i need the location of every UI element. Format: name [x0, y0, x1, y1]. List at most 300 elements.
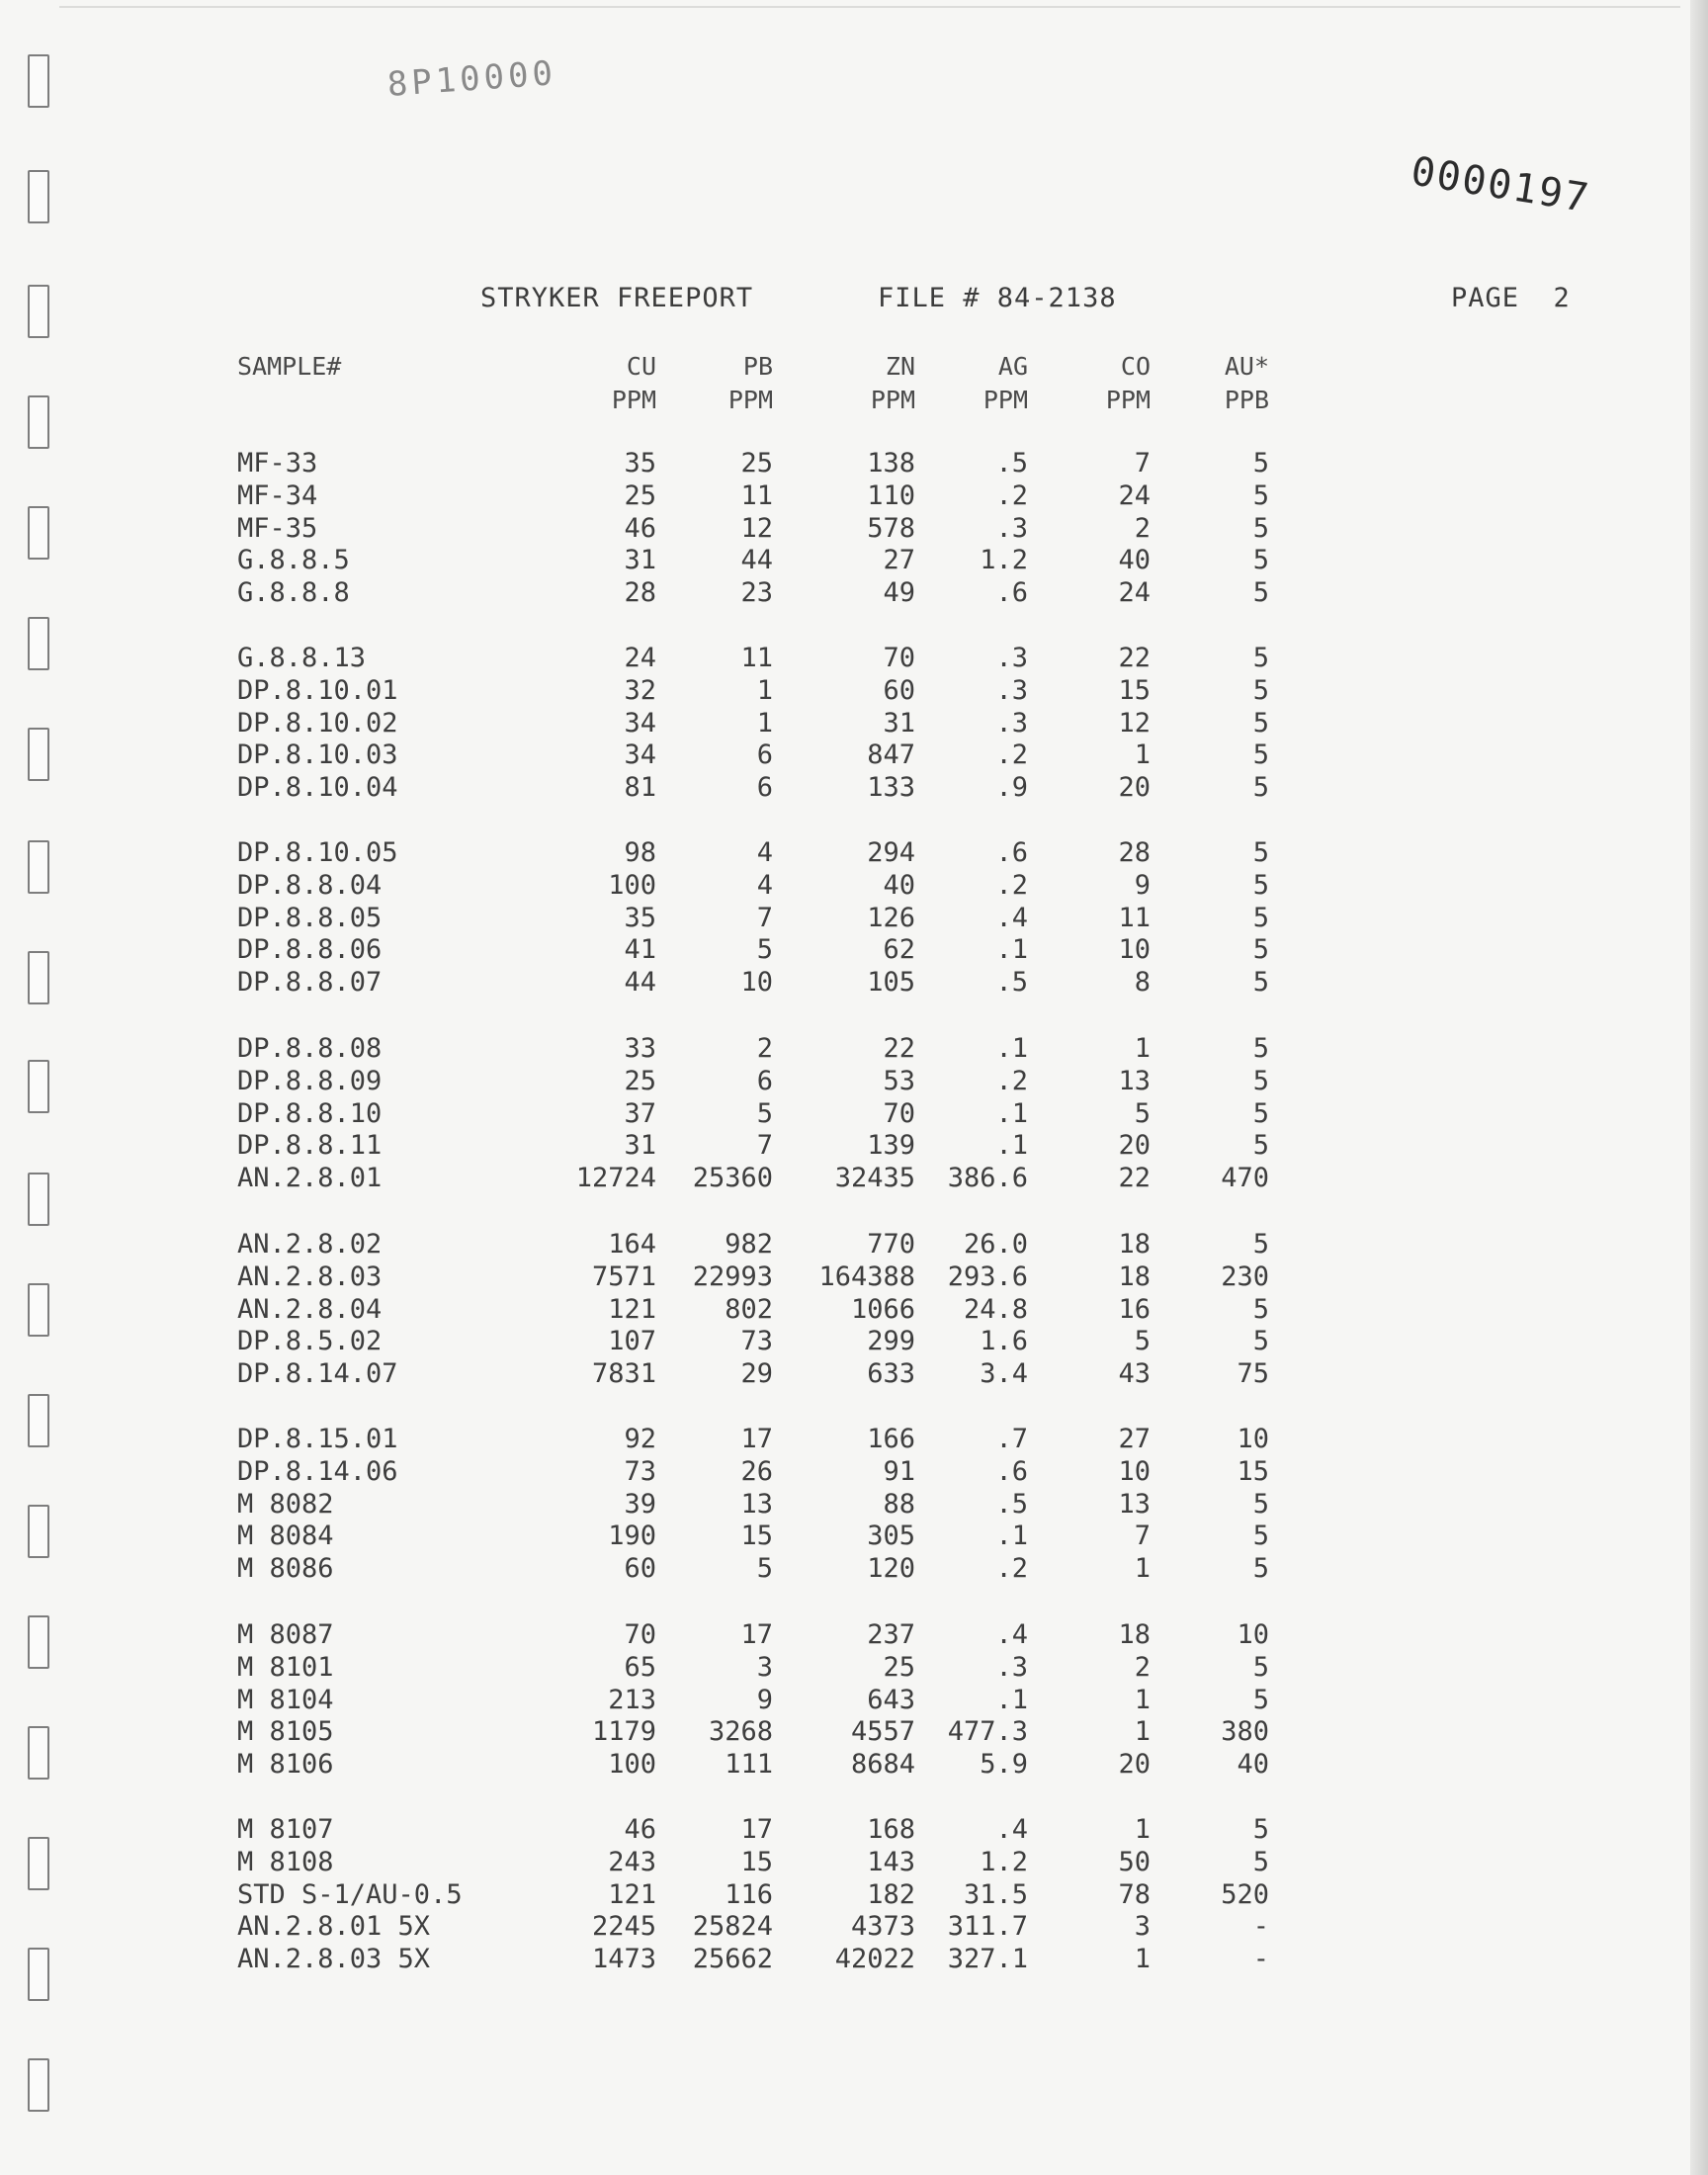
- cell-zn: 120: [867, 1553, 915, 1585]
- cell-au: 520: [1221, 1878, 1269, 1910]
- cell-au: 5: [1252, 1521, 1269, 1552]
- cell-zn: 40: [883, 869, 915, 901]
- cell-au: 40: [1237, 1749, 1269, 1781]
- cell-zn: 110: [867, 479, 915, 511]
- cell-pb: 15: [740, 1521, 773, 1552]
- cell-cu: 31: [624, 545, 656, 576]
- cell-pb: 5: [756, 1553, 773, 1585]
- sample-id: M 8107: [237, 1814, 334, 1845]
- sample-id: DP.8.10.02: [237, 707, 398, 739]
- binder-hole: [28, 506, 49, 560]
- cell-ag: 327.1: [947, 1944, 1028, 1975]
- cell-zn: 847: [867, 740, 915, 771]
- cell-au: 5: [1252, 674, 1269, 706]
- cell-co: 18: [1118, 1619, 1151, 1650]
- column-unit: PPB: [1224, 386, 1269, 414]
- cell-co: 27: [1118, 1424, 1151, 1454]
- cell-ag: .1: [995, 1130, 1028, 1162]
- binder-holes: [28, 0, 67, 2175]
- cell-co: 5: [1134, 1326, 1151, 1357]
- sample-id: DP.8.10.01: [237, 674, 398, 706]
- cell-pb: 12: [740, 512, 773, 544]
- cell-zn: 4373: [850, 1911, 915, 1943]
- cell-au: 5: [1252, 772, 1269, 804]
- cell-co: 1: [1134, 1716, 1151, 1748]
- sample-id: AN.2.8.03: [237, 1261, 383, 1292]
- cell-pb: 3: [756, 1651, 773, 1683]
- cell-cu: 92: [624, 1424, 656, 1454]
- cell-co: 15: [1118, 674, 1151, 706]
- cell-zn: 133: [867, 772, 915, 804]
- cell-pb: 6: [756, 1065, 773, 1096]
- cell-pb: 44: [740, 545, 773, 576]
- cell-co: 20: [1118, 772, 1151, 804]
- column-header-cu: CU: [626, 352, 656, 381]
- cell-ag: 1.6: [980, 1326, 1028, 1357]
- sample-id: AN.2.8.03 5X: [237, 1944, 431, 1975]
- cell-zn: 143: [867, 1846, 915, 1877]
- cell-ag: .4: [995, 902, 1028, 933]
- cell-pb: 26: [740, 1455, 773, 1487]
- cell-au: 5: [1252, 967, 1269, 999]
- column-unit: PPM: [727, 386, 773, 414]
- binder-hole: [28, 2058, 49, 2112]
- cell-zn: 294: [867, 837, 915, 868]
- cell-pb: 6: [756, 772, 773, 804]
- cell-cu: 41: [624, 934, 656, 966]
- cell-co: 1: [1134, 1814, 1151, 1845]
- sample-id: MF-33: [237, 448, 318, 478]
- cell-zn: 70: [883, 1097, 915, 1129]
- cell-cu: 60: [624, 1553, 656, 1585]
- cell-cu: 243: [608, 1846, 656, 1877]
- cell-co: 2: [1134, 1651, 1151, 1683]
- cell-cu: 1473: [591, 1944, 656, 1975]
- cell-cu: 24: [624, 643, 656, 673]
- sample-id: MF-34: [237, 479, 318, 511]
- cell-co: 18: [1118, 1261, 1151, 1292]
- sample-id: M 8108: [237, 1846, 334, 1877]
- cell-au: 15: [1237, 1455, 1269, 1487]
- cell-pb: 25360: [692, 1163, 773, 1194]
- cell-pb: 11: [740, 643, 773, 673]
- cell-ag: .2: [995, 1065, 1028, 1096]
- sample-id: DP.8.8.09: [237, 1065, 383, 1096]
- cell-co: 12: [1118, 707, 1151, 739]
- cell-co: 24: [1118, 479, 1151, 511]
- cell-zn: 8684: [850, 1749, 915, 1781]
- cell-cu: 213: [608, 1684, 656, 1715]
- cell-au: 5: [1252, 1488, 1269, 1520]
- cell-cu: 44: [624, 967, 656, 999]
- cell-au: 5: [1252, 512, 1269, 544]
- cell-ag: .2: [995, 1553, 1028, 1585]
- cell-ag: 24.8: [963, 1293, 1028, 1325]
- cell-cu: 7571: [591, 1261, 656, 1292]
- cell-cu: 35: [624, 448, 656, 478]
- cell-cu: 39: [624, 1488, 656, 1520]
- cell-ag: 3.4: [980, 1358, 1028, 1390]
- cell-ag: 477.3: [947, 1716, 1028, 1748]
- cell-zn: 643: [867, 1684, 915, 1715]
- cell-cu: 98: [624, 837, 656, 868]
- sample-id: M 8105: [237, 1716, 334, 1748]
- cell-pb: 13: [740, 1488, 773, 1520]
- cell-pb: 17: [740, 1814, 773, 1845]
- cell-zn: 53: [883, 1065, 915, 1096]
- cell-cu: 25: [624, 479, 656, 511]
- binder-hole: [28, 170, 49, 223]
- cell-ag: 1.2: [980, 545, 1028, 576]
- cell-cu: 100: [608, 1749, 656, 1781]
- sample-id: DP.8.8.04: [237, 869, 383, 901]
- cell-ag: .2: [995, 869, 1028, 901]
- scan-edge-line: [59, 6, 1680, 8]
- cell-cu: 46: [624, 1814, 656, 1845]
- cell-ag: .3: [995, 512, 1028, 544]
- sample-id: DP.8.14.06: [237, 1455, 398, 1487]
- cell-co: 7: [1134, 448, 1151, 478]
- cell-cu: 107: [608, 1326, 656, 1357]
- cell-ag: 26.0: [963, 1229, 1028, 1260]
- binder-hole: [28, 840, 49, 894]
- cell-cu: 33: [624, 1033, 656, 1064]
- cell-zn: 182: [867, 1878, 915, 1910]
- column-unit: PPM: [870, 386, 915, 414]
- cell-ag: .1: [995, 1097, 1028, 1129]
- cell-pb: 116: [725, 1878, 773, 1910]
- binder-hole: [28, 1615, 49, 1669]
- cell-co: 11: [1118, 902, 1151, 933]
- cell-co: 78: [1118, 1878, 1151, 1910]
- cell-cu: 73: [624, 1455, 656, 1487]
- cell-ag: .2: [995, 740, 1028, 771]
- cell-ag: .3: [995, 1651, 1028, 1683]
- cell-co: 13: [1118, 1065, 1151, 1096]
- cell-au: 5: [1252, 545, 1269, 576]
- sample-id: DP.8.8.05: [237, 902, 383, 933]
- cell-zn: 91: [883, 1455, 915, 1487]
- sample-id: DP.8.8.08: [237, 1033, 383, 1064]
- column-unit: PPM: [1105, 386, 1151, 414]
- cell-au: 5: [1252, 934, 1269, 966]
- cell-zn: 42022: [834, 1944, 915, 1975]
- column-header-co: CO: [1120, 352, 1151, 381]
- cell-pb: 29: [740, 1358, 773, 1390]
- cell-pb: 4: [756, 869, 773, 901]
- cell-ag: .1: [995, 934, 1028, 966]
- cell-zn: 70: [883, 643, 915, 673]
- cell-pb: 6: [756, 740, 773, 771]
- cell-co: 3: [1134, 1911, 1151, 1943]
- cell-au: 5: [1252, 1326, 1269, 1357]
- cell-pb: 802: [725, 1293, 773, 1325]
- cell-pb: 1: [756, 707, 773, 739]
- cell-ag: .5: [995, 448, 1028, 478]
- cell-co: 5: [1134, 1097, 1151, 1129]
- cell-au: 5: [1252, 1684, 1269, 1715]
- cell-zn: 305: [867, 1521, 915, 1552]
- sample-id: AN.2.8.02: [237, 1229, 383, 1260]
- sample-id: M 8104: [237, 1684, 334, 1715]
- cell-pb: 2: [756, 1033, 773, 1064]
- cell-ag: .6: [995, 837, 1028, 868]
- cell-au: -: [1252, 1911, 1269, 1943]
- cell-pb: 11: [740, 479, 773, 511]
- cell-co: 50: [1118, 1846, 1151, 1877]
- cell-cu: 65: [624, 1651, 656, 1683]
- cell-co: 20: [1118, 1130, 1151, 1162]
- cell-ag: 1.2: [980, 1846, 1028, 1877]
- sample-id: AN.2.8.01: [237, 1163, 383, 1194]
- cell-au: 5: [1252, 1065, 1269, 1096]
- stamp-top-left: 8P10000: [385, 53, 558, 105]
- cell-zn: 139: [867, 1130, 915, 1162]
- cell-ag: 5.9: [980, 1749, 1028, 1781]
- cell-zn: 4557: [850, 1716, 915, 1748]
- cell-pb: 25: [740, 448, 773, 478]
- cell-cu: 25: [624, 1065, 656, 1096]
- cell-zn: 88: [883, 1488, 915, 1520]
- cell-au: 10: [1237, 1619, 1269, 1650]
- column-unit: PPM: [611, 386, 656, 414]
- sample-id: STD S-1/AU-0.5: [237, 1878, 463, 1910]
- cell-au: 5: [1252, 1033, 1269, 1064]
- sample-id: MF-35: [237, 512, 318, 544]
- cell-zn: 138: [867, 448, 915, 478]
- cell-ag: .6: [995, 577, 1028, 609]
- cell-co: 2: [1134, 512, 1151, 544]
- binder-hole: [28, 1283, 49, 1337]
- cell-cu: 35: [624, 902, 656, 933]
- cell-cu: 31: [624, 1130, 656, 1162]
- cell-zn: 578: [867, 512, 915, 544]
- cell-zn: 49: [883, 577, 915, 609]
- cell-au: 5: [1252, 740, 1269, 771]
- cell-zn: 60: [883, 674, 915, 706]
- cell-pb: 17: [740, 1424, 773, 1454]
- cell-co: 22: [1118, 1163, 1151, 1194]
- page-edge-shadow: [1690, 0, 1708, 2175]
- cell-au: 470: [1221, 1163, 1269, 1194]
- cell-zn: 168: [867, 1814, 915, 1845]
- cell-pb: 73: [740, 1326, 773, 1357]
- cell-cu: 7831: [591, 1358, 656, 1390]
- sample-id: DP.8.15.01: [237, 1424, 398, 1454]
- cell-pb: 111: [725, 1749, 773, 1781]
- cell-au: 380: [1221, 1716, 1269, 1748]
- cell-ag: .5: [995, 1488, 1028, 1520]
- cell-cu: 2245: [591, 1911, 656, 1943]
- binder-hole: [28, 728, 49, 781]
- cell-au: 230: [1221, 1261, 1269, 1292]
- cell-ag: .5: [995, 967, 1028, 999]
- column-header-sample: SAMPLE#: [237, 352, 342, 381]
- cell-au: 5: [1252, 707, 1269, 739]
- column-header-ag: AG: [997, 352, 1028, 381]
- cell-au: 5: [1252, 479, 1269, 511]
- file-number: FILE # 84-2138: [878, 283, 1117, 313]
- cell-pb: 22993: [692, 1261, 773, 1292]
- cell-cu: 121: [608, 1293, 656, 1325]
- cell-pb: 5: [756, 934, 773, 966]
- binder-hole: [28, 1948, 49, 2001]
- cell-au: 5: [1252, 1814, 1269, 1845]
- sample-id: DP.8.5.02: [237, 1326, 383, 1357]
- cell-ag: 31.5: [963, 1878, 1028, 1910]
- sample-id: M 8086: [237, 1553, 334, 1585]
- binder-hole: [28, 1726, 49, 1780]
- cell-cu: 34: [624, 707, 656, 739]
- cell-au: 75: [1237, 1358, 1269, 1390]
- cell-cu: 164: [608, 1229, 656, 1260]
- binder-hole: [28, 1394, 49, 1447]
- sample-id: M 8082: [237, 1488, 334, 1520]
- cell-au: 5: [1252, 1846, 1269, 1877]
- cell-ag: .1: [995, 1033, 1028, 1064]
- sample-id: DP.8.8.06: [237, 934, 383, 966]
- cell-au: 10: [1237, 1424, 1269, 1454]
- cell-zn: 27: [883, 545, 915, 576]
- sample-id: DP.8.8.11: [237, 1130, 383, 1162]
- sample-id: M 8084: [237, 1521, 334, 1552]
- cell-zn: 31: [883, 707, 915, 739]
- cell-au: -: [1252, 1944, 1269, 1975]
- cell-ag: .1: [995, 1521, 1028, 1552]
- binder-hole: [28, 1060, 49, 1113]
- cell-cu: 12724: [575, 1163, 656, 1194]
- cell-co: 43: [1118, 1358, 1151, 1390]
- cell-co: 24: [1118, 577, 1151, 609]
- stamp-top-right: 0000197: [1408, 148, 1593, 222]
- binder-hole: [28, 1505, 49, 1558]
- cell-ag: .2: [995, 479, 1028, 511]
- sample-id: DP.8.10.04: [237, 772, 398, 804]
- sample-id: DP.8.10.03: [237, 740, 398, 771]
- cell-au: 5: [1252, 837, 1269, 868]
- cell-ag: .3: [995, 674, 1028, 706]
- cell-cu: 32: [624, 674, 656, 706]
- cell-ag: .6: [995, 1455, 1028, 1487]
- cell-pb: 1: [756, 674, 773, 706]
- cell-co: 1: [1134, 1553, 1151, 1585]
- cell-cu: 121: [608, 1878, 656, 1910]
- cell-pb: 25662: [692, 1944, 773, 1975]
- cell-co: 18: [1118, 1229, 1151, 1260]
- cell-pb: 17: [740, 1619, 773, 1650]
- cell-co: 9: [1134, 869, 1151, 901]
- cell-au: 5: [1252, 1097, 1269, 1129]
- cell-au: 5: [1252, 577, 1269, 609]
- sample-id: AN.2.8.01 5X: [237, 1911, 431, 1943]
- cell-cu: 70: [624, 1619, 656, 1650]
- cell-pb: 7: [756, 902, 773, 933]
- cell-ag: .7: [995, 1424, 1028, 1454]
- cell-pb: 3268: [708, 1716, 773, 1748]
- binder-hole: [28, 1837, 49, 1890]
- cell-ag: .3: [995, 707, 1028, 739]
- sample-id: DP.8.8.07: [237, 967, 383, 999]
- cell-au: 5: [1252, 643, 1269, 673]
- sample-id: DP.8.10.05: [237, 837, 398, 868]
- cell-pb: 7: [756, 1130, 773, 1162]
- cell-pb: 982: [725, 1229, 773, 1260]
- cell-au: 5: [1252, 1651, 1269, 1683]
- cell-cu: 1179: [591, 1716, 656, 1748]
- cell-zn: 126: [867, 902, 915, 933]
- cell-co: 13: [1118, 1488, 1151, 1520]
- binder-hole: [28, 54, 49, 108]
- cell-ag: 293.6: [947, 1261, 1028, 1292]
- cell-ag: 311.7: [947, 1911, 1028, 1943]
- sample-id: AN.2.8.04: [237, 1293, 383, 1325]
- cell-au: 5: [1252, 869, 1269, 901]
- cell-zn: 62: [883, 934, 915, 966]
- cell-zn: 22: [883, 1033, 915, 1064]
- cell-au: 5: [1252, 1553, 1269, 1585]
- cell-cu: 28: [624, 577, 656, 609]
- cell-au: 5: [1252, 1293, 1269, 1325]
- sample-id: DP.8.8.10: [237, 1097, 383, 1129]
- cell-zn: 32435: [834, 1163, 915, 1194]
- column-header-au: AU*: [1224, 352, 1269, 381]
- sample-id: G.8.8.8: [237, 577, 350, 609]
- cell-zn: 25: [883, 1651, 915, 1683]
- cell-zn: 1066: [850, 1293, 915, 1325]
- cell-pb: 10: [740, 967, 773, 999]
- sample-id: G.8.8.13: [237, 643, 367, 673]
- binder-hole: [28, 617, 49, 670]
- column-header-zn: ZN: [885, 352, 915, 381]
- cell-zn: 770: [867, 1229, 915, 1260]
- cell-zn: 299: [867, 1326, 915, 1357]
- sample-id: DP.8.14.07: [237, 1358, 398, 1390]
- sample-id: M 8101: [237, 1651, 334, 1683]
- cell-ag: .1: [995, 1684, 1028, 1715]
- cell-zn: 105: [867, 967, 915, 999]
- cell-co: 7: [1134, 1521, 1151, 1552]
- cell-zn: 633: [867, 1358, 915, 1390]
- sample-id: G.8.8.5: [237, 545, 350, 576]
- cell-ag: .3: [995, 643, 1028, 673]
- company-title: STRYKER FREEPORT: [480, 283, 754, 313]
- cell-cu: 37: [624, 1097, 656, 1129]
- cell-ag: 386.6: [947, 1163, 1028, 1194]
- binder-hole: [28, 951, 49, 1004]
- cell-au: 5: [1252, 902, 1269, 933]
- cell-ag: .4: [995, 1814, 1028, 1845]
- cell-co: 40: [1118, 545, 1151, 576]
- cell-co: 28: [1118, 837, 1151, 868]
- sample-id: M 8106: [237, 1749, 334, 1781]
- cell-co: 1: [1134, 1033, 1151, 1064]
- column-header-pb: PB: [742, 352, 773, 381]
- cell-pb: 25824: [692, 1911, 773, 1943]
- cell-zn: 164388: [818, 1261, 915, 1292]
- cell-pb: 15: [740, 1846, 773, 1877]
- binder-hole: [28, 395, 49, 449]
- cell-co: 1: [1134, 1684, 1151, 1715]
- column-unit: PPM: [982, 386, 1028, 414]
- cell-co: 20: [1118, 1749, 1151, 1781]
- cell-ag: .9: [995, 772, 1028, 804]
- cell-pb: 9: [756, 1684, 773, 1715]
- cell-ag: .4: [995, 1619, 1028, 1650]
- cell-co: 1: [1134, 1944, 1151, 1975]
- cell-cu: 100: [608, 869, 656, 901]
- cell-co: 10: [1118, 934, 1151, 966]
- binder-hole: [28, 1173, 49, 1226]
